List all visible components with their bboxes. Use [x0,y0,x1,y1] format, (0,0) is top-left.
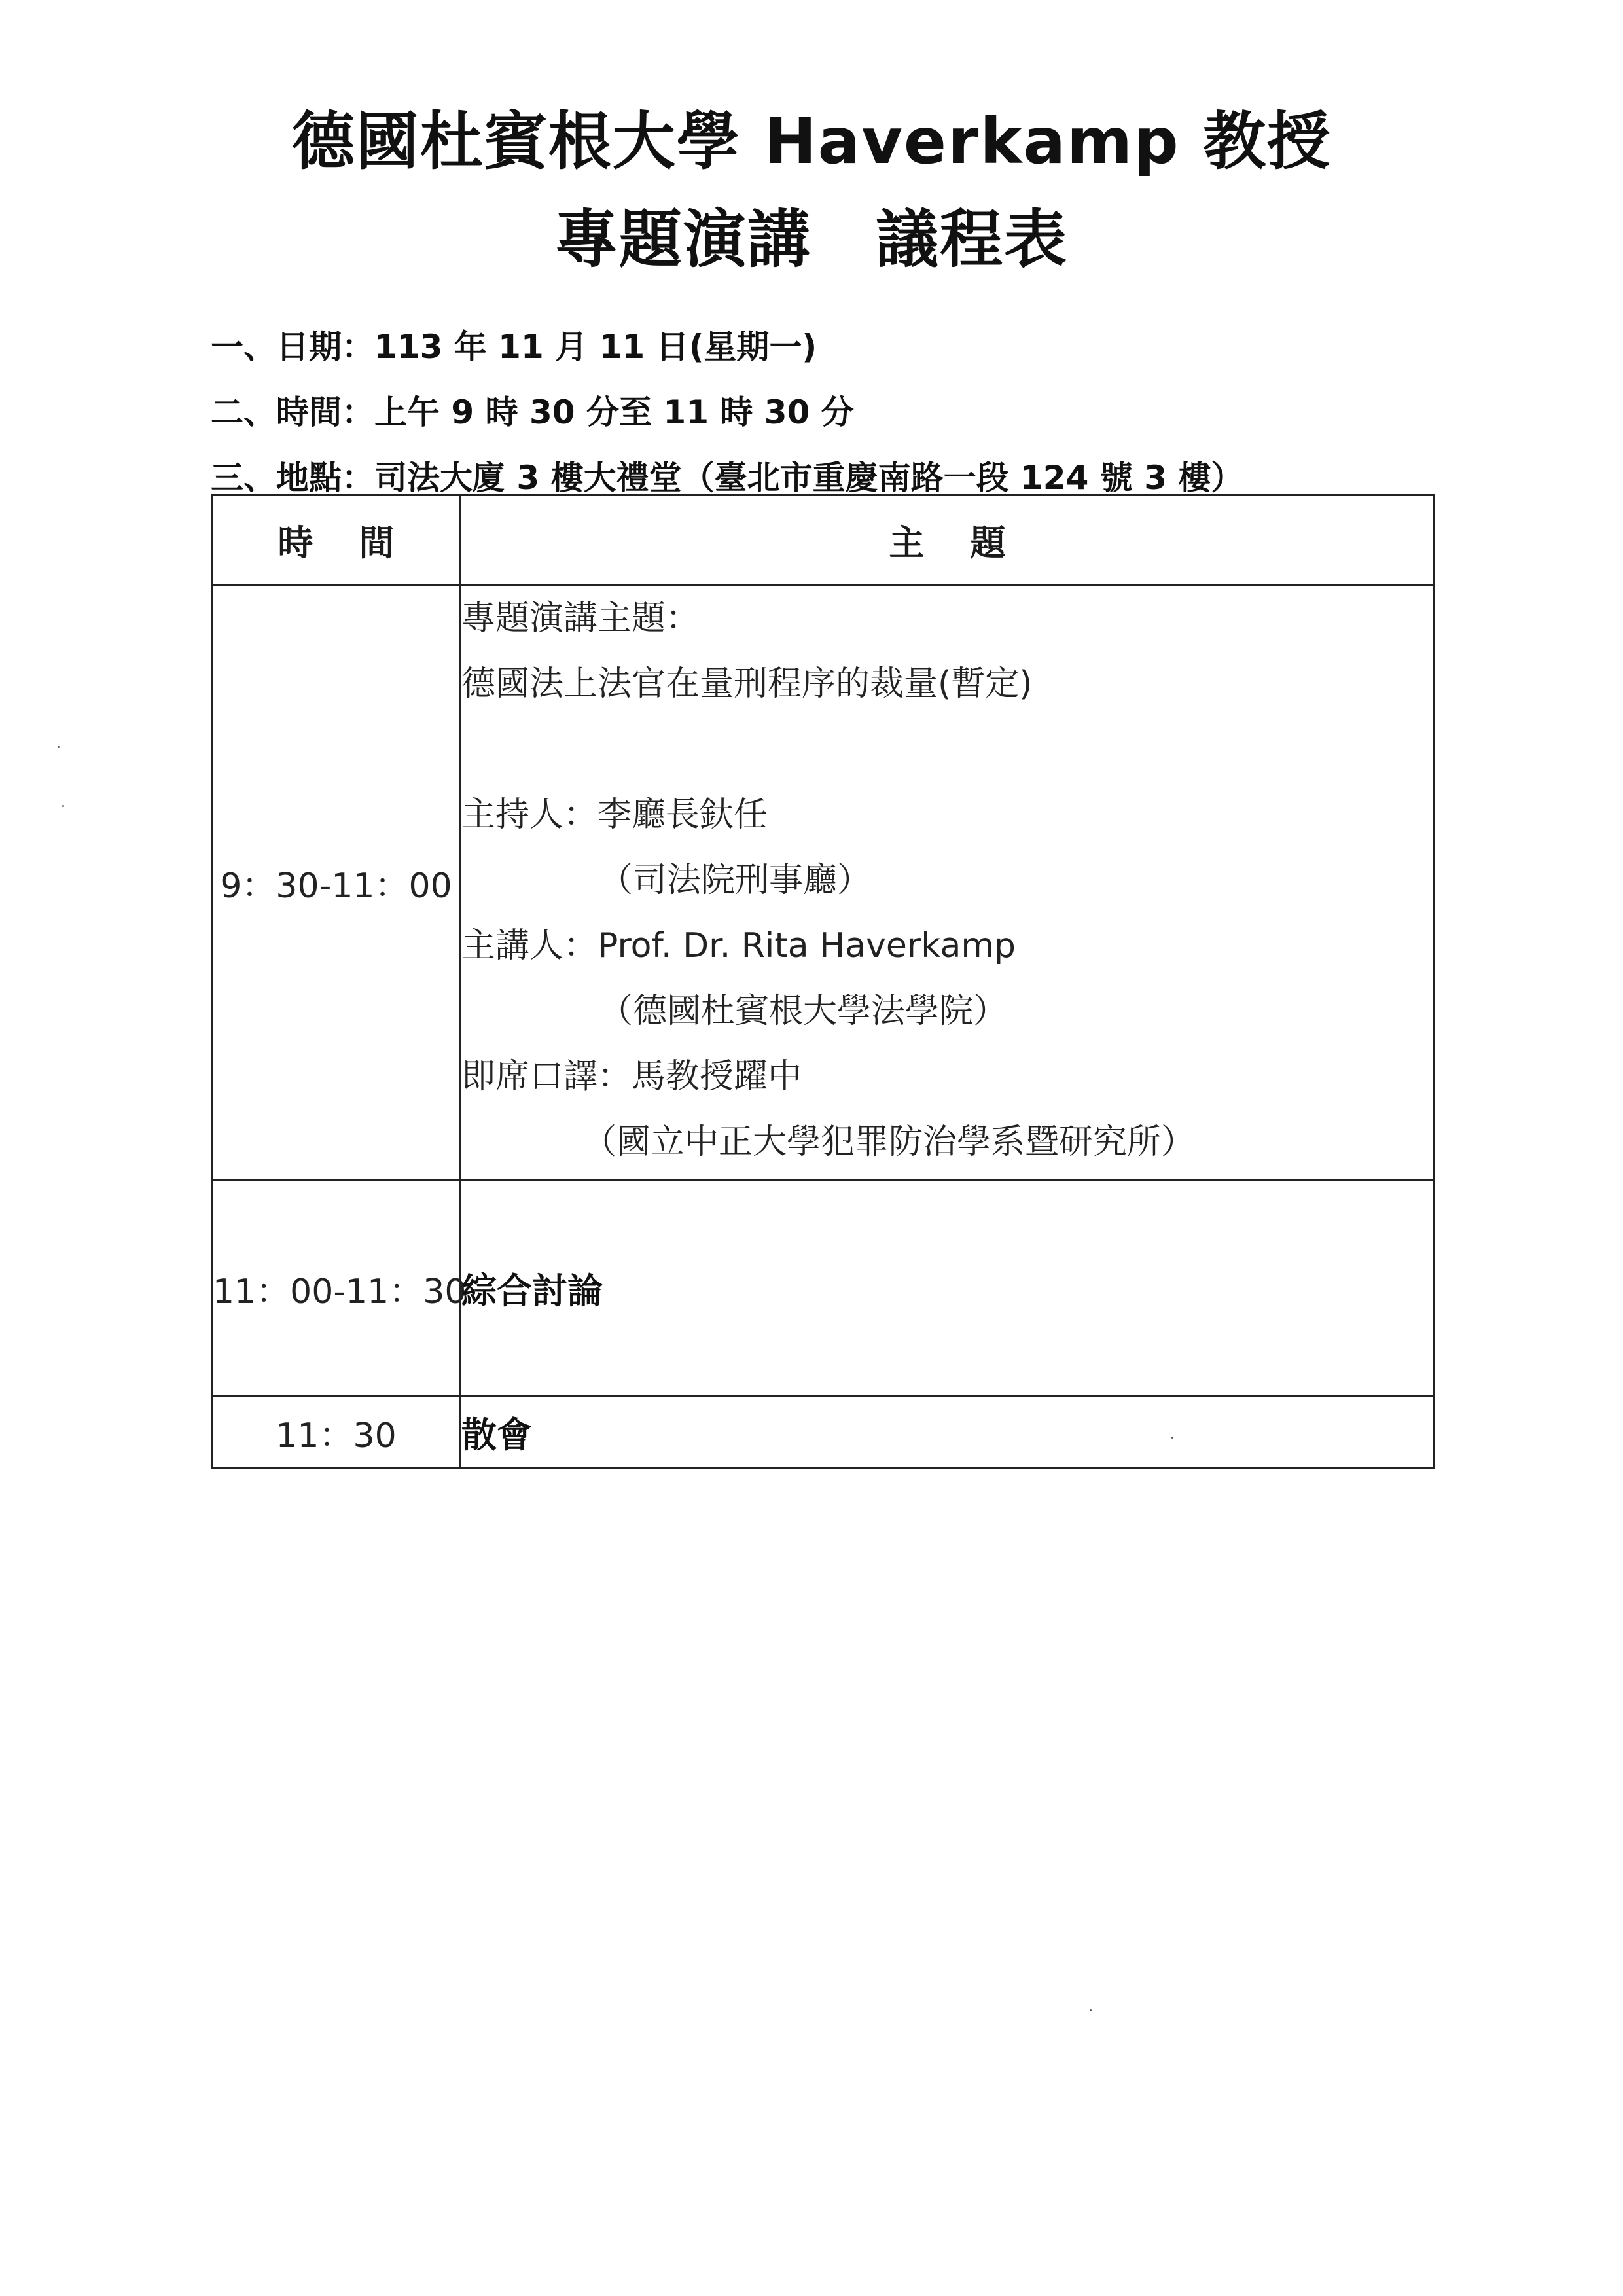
interpreter: 即席口譯：馬教授躍中 [461,1057,802,1096]
row-time: 9：30-11：00 [212,585,461,1181]
interpreter-affiliation: （國立中正大學犯罪防治學系暨研究所） [582,1122,1196,1162]
row-topic: 散會 [461,1397,1435,1469]
scan-speck [1171,1437,1173,1439]
table-header-row [212,495,1435,585]
event-date: 一、日期：113 年 11 月 11 日(星期一) [211,328,817,366]
header-topic: 主題 [461,495,1435,585]
table-row [212,1397,1435,1469]
moderator: 主持人：李廳長釱任 [461,795,768,834]
scan-speck [62,805,64,807]
row-topic: 綜合討論 [461,1181,1435,1397]
event-time: 二、時間：上午 9 時 30 分至 11 時 30 分 [211,393,854,431]
table-row [212,1181,1435,1397]
speaker-affiliation: （德國杜賓根大學法學院） [599,992,1008,1031]
table-row [212,585,1435,1181]
lecture-topic-label: 專題演講主題： [461,599,700,638]
agenda-table [211,494,1435,1469]
blank-line [461,717,1433,782]
row-time: 11：30 [212,1397,461,1469]
document-title: 德國杜賓根大學 Haverkamp 教授 [291,105,1332,178]
event-location: 三、地點：司法大廈 3 樓大禮堂（臺北市重慶南路一段 124 號 3 樓） [211,459,1244,497]
document-subtitle: 專題演講 議程表 [555,203,1068,276]
scan-speck [1090,2009,1092,2011]
speaker: 主講人：Prof. Dr. Rita Haverkamp [461,926,1016,965]
lecture-topic-title: 德國法上法官在量刑程序的裁量(暫定) [461,664,1033,704]
moderator-affiliation: （司法院刑事廳） [599,861,872,900]
scan-speck [58,746,60,748]
row-time: 11：00-11：30 [212,1181,461,1397]
header-time: 時間 [212,495,461,585]
row-topic [461,585,1435,1181]
